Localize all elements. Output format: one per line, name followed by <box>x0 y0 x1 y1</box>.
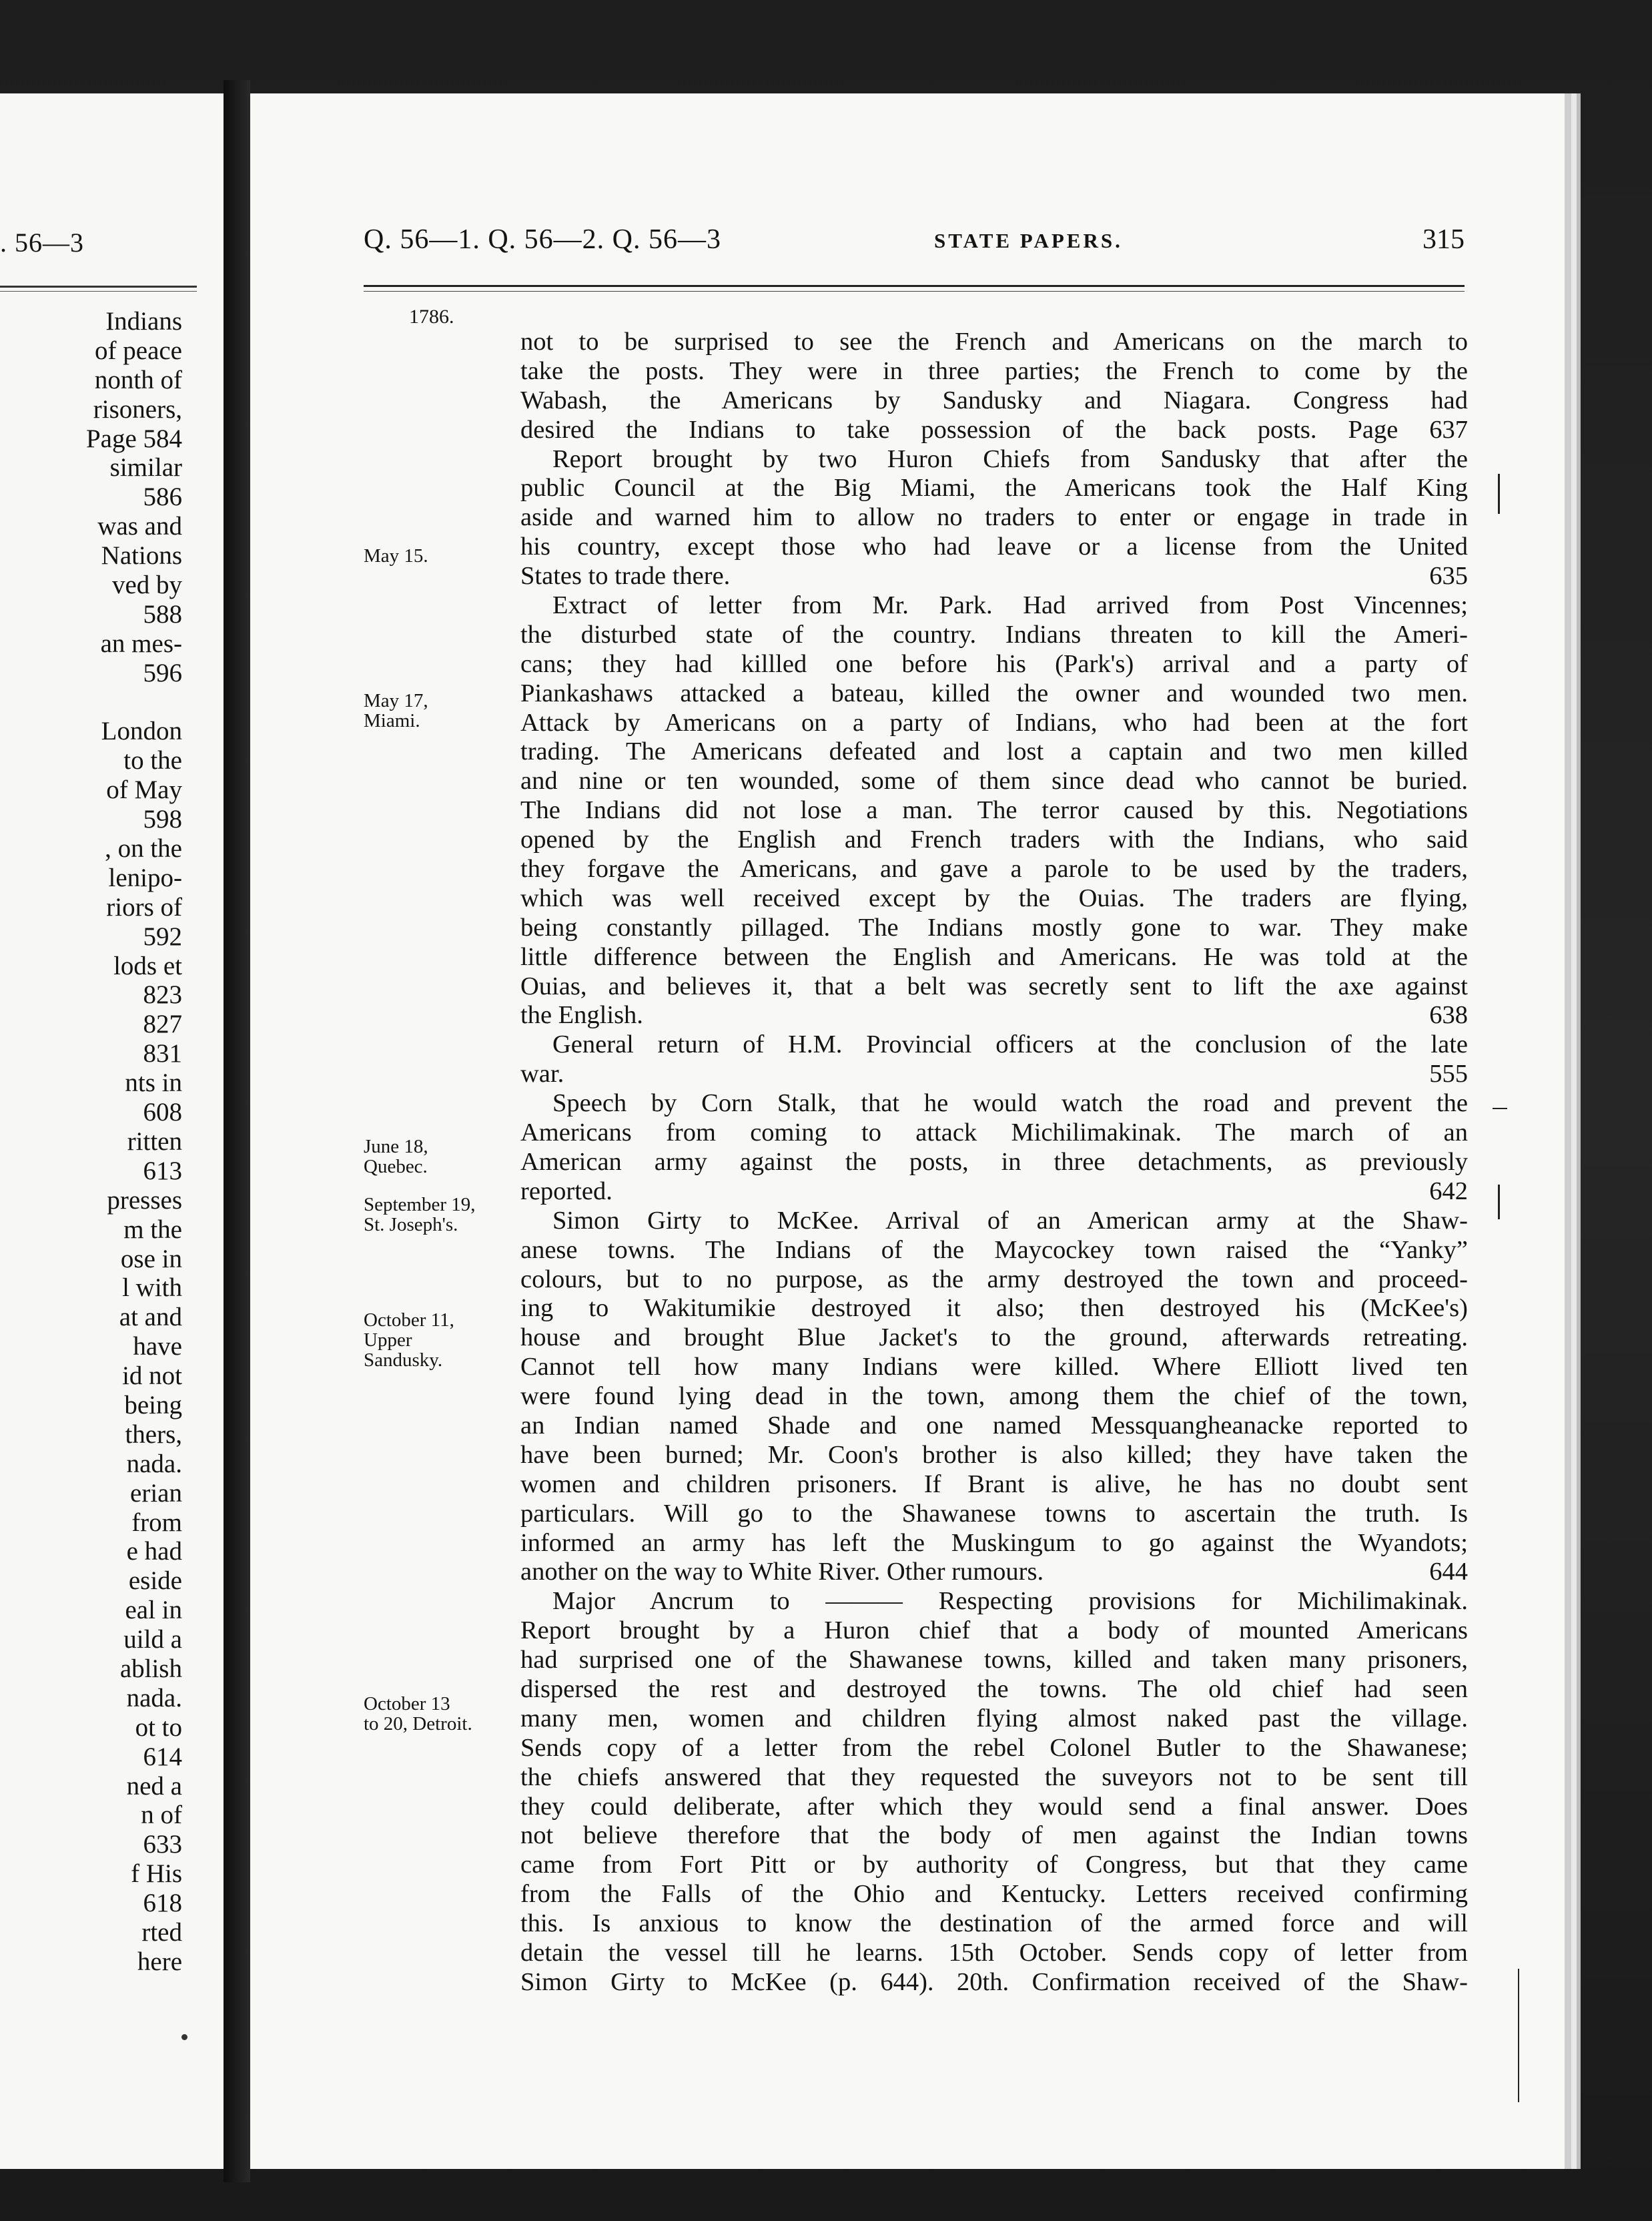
sidenote-may-15 <box>364 546 484 566</box>
previous-page-line: 586 <box>143 483 182 512</box>
text-line: ing to Wakitumikie destroyed it also; then destroyed his (McKee's) <box>520 1294 1468 1323</box>
pencil-mark <box>1493 1108 1507 1109</box>
sidenote-date: May 17, <box>364 690 428 711</box>
text-line: this. Is anxious to know the destination of the armed force and will <box>520 1909 1468 1938</box>
text-line-content: another on the way to White River. Other rumours. <box>520 1558 1044 1586</box>
text-line: take the posts. They were in three parties; the French to come by the <box>520 356 1468 385</box>
text-line: The Indians did not lose a man. The terror caused by this. Negotiations <box>520 796 1468 825</box>
text-line: cans; they had killled one before his (Park's) arrival and a party of <box>520 649 1468 678</box>
previous-page-line: at and <box>119 1303 182 1332</box>
year-label: 1786. <box>409 306 454 328</box>
previous-page-line: lods et <box>113 951 182 980</box>
text-line-content: reported. <box>520 1177 612 1205</box>
previous-page-line: 633 <box>143 1830 182 1859</box>
sidenote-place: to 20, Detroit. <box>364 1713 472 1734</box>
text-line: Piankashaws attacked a bateau, killed the owner and wounded two men. <box>520 679 1468 707</box>
previous-page-line: 608 <box>143 1098 182 1127</box>
text-line: Major Ancrum to ——— Respecting provisions for Michilimakinak. <box>552 1587 1468 1616</box>
previous-page-line: Nations <box>101 541 182 571</box>
page-reference: 644 <box>1429 1558 1468 1586</box>
text-line: Report brought by a Huron chief that a body of mounted Americans <box>520 1616 1468 1645</box>
previous-page-line: uild a <box>123 1625 182 1654</box>
text-line: General return of H.M. Provincial officers at the conclusion of the late <box>552 1030 1468 1059</box>
text-line: the chiefs answered that they requested the suveyors not to be sent till <box>520 1763 1468 1791</box>
previous-page-line: nada. <box>126 1449 182 1478</box>
page <box>250 93 1565 2169</box>
sidenote-date: September 19, <box>364 1194 476 1215</box>
text-line: Americans from coming to attack Michilimakinak. The march of an <box>520 1119 1468 1147</box>
previous-page-line: nonth of <box>94 365 182 394</box>
previous-page-line: 596 <box>143 658 182 687</box>
text-line <box>520 562 1468 591</box>
previous-page-line: 613 <box>143 1156 182 1185</box>
text-line <box>520 1001 1468 1030</box>
text-line: aside and warned him to allow no traders to enter or engage in trade in <box>520 503 1468 532</box>
previous-page-line: Page 584 <box>85 424 182 453</box>
text-line: Report brought by two Huron Chiefs from Sandusky that after the <box>552 444 1468 473</box>
previous-page-line: id not <box>122 1361 182 1391</box>
sidenote-date: May 15. <box>364 545 428 567</box>
text-line: the disturbed state of the country. Indians threaten to kill the Ameri- <box>520 620 1468 649</box>
previous-page-line: ot to <box>135 1712 182 1742</box>
text-line: public Council at the Big Miami, the Americans took the Half King <box>520 474 1468 503</box>
previous-page-line: presses <box>107 1185 182 1215</box>
sidenote-place: Miami. <box>364 710 420 731</box>
sidenote-date: October 13 <box>364 1693 450 1714</box>
previous-page-line: of May <box>106 775 182 805</box>
previous-page-line: riors of <box>106 892 182 922</box>
page-reference: 555 <box>1429 1060 1468 1088</box>
text-line: had surprised one of the Shawanese towns, killed and taken many prisoners, <box>520 1646 1468 1674</box>
sidenote-october-11 <box>364 1310 484 1370</box>
previous-page-line: , on the <box>105 834 182 864</box>
text-line: little difference between the English and Americans. He was told at the <box>520 942 1468 971</box>
sidenote-place: St. Joseph's. <box>364 1214 458 1235</box>
previous-page-line <box>0 688 182 717</box>
text-line: detain the vessel till he learns. 15th October. Sends copy of letter from <box>520 1938 1468 1967</box>
pencil-mark <box>1518 1969 1519 2102</box>
text-line: colours, but to no purpose, as the army destroyed the town and proceed- <box>520 1265 1468 1293</box>
previous-page-line: here <box>137 1947 182 1976</box>
sidenote-place-2: Sandusky. <box>364 1349 443 1371</box>
sidenote-october-13 <box>364 1694 484 1734</box>
running-head-reference: Q. 56—1. Q. 56—2. Q. 56—3 <box>364 224 721 255</box>
text-line: came from Fort Pitt or by authority of Congress, but that they came <box>520 1851 1468 1879</box>
running-head <box>364 224 1465 264</box>
previous-page-rule <box>0 286 197 288</box>
sidenote-date: June 18, <box>364 1136 428 1157</box>
text-line: informed an army has left the Muskingum to go against the Wyandots; <box>520 1528 1468 1557</box>
text-line: have been burned; Mr. Coon's brother is also killed; they have taken the <box>520 1440 1468 1469</box>
previous-page-line: e had <box>126 1537 182 1566</box>
previous-page-line: ved by <box>111 571 182 600</box>
sidenote-september-19 <box>364 1195 484 1235</box>
ink-spot <box>181 2034 187 2040</box>
text-line: not to be surprised to see the French and Americans on the march to <box>520 328 1468 356</box>
text-line-content: war. <box>520 1060 564 1088</box>
text-line: Simon Girty to McKee (p. 644). 20th. Confirmation received of the Shaw- <box>520 1967 1468 1996</box>
text-line: being constantly pillaged. The Indians mostly gone to war. They make <box>520 913 1468 942</box>
text-line: American army against the posts, in three detachments, as previously <box>520 1147 1468 1176</box>
previous-page-rule-thin <box>0 291 197 292</box>
text-line: many men, women and children flying almost naked past the village. <box>520 1704 1468 1732</box>
previous-page-line: an mes- <box>100 629 182 658</box>
previous-page-line: 598 <box>143 805 182 834</box>
previous-page-line: l with <box>122 1273 182 1303</box>
text-line: Extract of letter from Mr. Park. Had arrived from Post Vincennes; <box>552 591 1468 620</box>
page-reference: 635 <box>1429 562 1468 591</box>
previous-page-line: 823 <box>143 980 182 1010</box>
header-rule <box>364 285 1465 287</box>
text-line: they forgave the Americans, and gave a parole to be used by the traders, <box>520 855 1468 884</box>
previous-page-line: nada. <box>126 1683 182 1712</box>
text-line: Wabash, the Americans by Sandusky and Niagara. Congress had <box>520 386 1468 414</box>
running-head-title: STATE PAPERS. <box>934 229 1123 252</box>
text-line: opened by the English and French traders with the Indians, who said <box>520 826 1468 854</box>
previous-page-line: risoners, <box>93 394 182 424</box>
previous-page-line: f His <box>131 1859 182 1889</box>
previous-page-line: ned a <box>126 1771 182 1801</box>
page-reference: 638 <box>1429 1001 1468 1030</box>
text-line <box>520 1060 1468 1089</box>
page-reference: 642 <box>1429 1177 1468 1205</box>
previous-page-line: 618 <box>143 1889 182 1918</box>
previous-page-line: ritten <box>127 1127 182 1156</box>
previous-page-line: lenipo- <box>108 863 182 892</box>
previous-page-line: m the <box>123 1215 182 1244</box>
previous-page-text <box>0 307 182 1977</box>
previous-page-line: of peace <box>95 336 182 365</box>
previous-page-line: nts in <box>125 1068 182 1098</box>
previous-page-edge <box>0 93 224 2169</box>
header-rule-thin <box>364 291 1465 292</box>
text-line <box>520 1177 1468 1207</box>
text-line: which was well received except by the Ouias. The traders are flying, <box>520 884 1468 912</box>
sidenote-place: Quebec. <box>364 1156 428 1177</box>
previous-page-line: being <box>124 1390 182 1419</box>
previous-page-line: have <box>133 1332 182 1361</box>
text-line: they could deliberate, after which they would send a final answer. Does <box>520 1792 1468 1821</box>
previous-page-line: 827 <box>143 1010 182 1039</box>
text-line: trading. The Americans defeated and lost a captain and two men killed <box>520 737 1468 766</box>
text-line: Cannot tell how many Indians were killed. Where Elliott lived ten <box>520 1353 1468 1381</box>
pencil-mark <box>1498 474 1500 514</box>
previous-page-line: 588 <box>143 599 182 629</box>
text-line: anese towns. The Indians of the Maycockey town raised the “Yanky” <box>520 1235 1468 1264</box>
text-line <box>520 1558 1468 1587</box>
previous-page-header: . 56—3 <box>0 228 84 258</box>
text-line: particulars. Will go to the Shawanese towns to ascertain the truth. Is <box>520 1499 1468 1528</box>
text-line-content: States to trade there. <box>520 562 731 591</box>
text-line-content: the English. <box>520 1001 643 1030</box>
previous-page-line: 831 <box>143 1039 182 1068</box>
previous-page-line: thers, <box>125 1419 182 1449</box>
previous-page-line: rted <box>141 1917 182 1947</box>
book-gutter <box>224 80 250 2182</box>
text-line: not believe therefore that the body of men against the Indian towns <box>520 1821 1468 1850</box>
previous-page-line: eside <box>128 1566 182 1596</box>
previous-page-line: 614 <box>143 1742 182 1771</box>
text-line: Speech by Corn Stalk, that he would watch the road and prevent the <box>552 1089 1468 1118</box>
previous-page-line: 592 <box>143 922 182 951</box>
text-line: from the Falls of the Ohio and Kentucky. Letters received confirming <box>520 1880 1468 1909</box>
text-line: and nine or ten wounded, some of them since dead who cannot be buried. <box>520 767 1468 796</box>
text-line: Sends copy of a letter from the rebel Colonel Butler to the Shawanese; <box>520 1733 1468 1762</box>
previous-page-line: ose in <box>120 1244 182 1273</box>
previous-page-line: from <box>131 1508 182 1537</box>
previous-page-line: n of <box>141 1801 182 1830</box>
text-line: Simon Girty to McKee. Arrival of an American army at the Shaw- <box>552 1206 1468 1235</box>
text-line: house and brought Blue Jacket's to the ground, afterwards retreating. <box>520 1323 1468 1352</box>
sidenote-june-18 <box>364 1137 484 1177</box>
sidenote-date: October 11, <box>364 1309 454 1331</box>
text-line: desired the Indians to take possession of the back posts. Page 637 <box>520 415 1468 444</box>
text-line: Ouias, and believes it, that a belt was secretly sent to lift the axe against <box>520 972 1468 1000</box>
text-line: women and children prisoners. If Brant is alive, he has no doubt sent <box>520 1470 1468 1498</box>
pencil-mark <box>1498 1185 1500 1219</box>
sidenote-may-17 <box>364 691 484 731</box>
text-line: an Indian named Shade and one named Messquangheanacke reported to <box>520 1411 1468 1440</box>
text-line: dispersed the rest and destroyed the towns. The old chief had seen <box>520 1674 1468 1703</box>
previous-page-line: ablish <box>119 1654 182 1683</box>
previous-page-line: eal in <box>125 1596 182 1625</box>
previous-page-line: Indians <box>105 307 182 336</box>
text-line: were found lying dead in the town, among them the chief of the town, <box>520 1382 1468 1411</box>
previous-page-line: erian <box>130 1478 182 1508</box>
sidenote-place: Upper <box>364 1329 412 1351</box>
text-line: his country, except those who had leave or a license from the United <box>520 533 1468 561</box>
previous-page-line: similar <box>109 453 182 483</box>
previous-page-line: to the <box>123 746 182 775</box>
page-number: 315 <box>1422 224 1465 255</box>
text-line: Attack by Americans on a party of Indians, who had been at the fort <box>520 708 1468 737</box>
body-text <box>520 328 1468 1997</box>
previous-page-line: was and <box>97 512 182 541</box>
previous-page-line: London <box>101 717 182 746</box>
